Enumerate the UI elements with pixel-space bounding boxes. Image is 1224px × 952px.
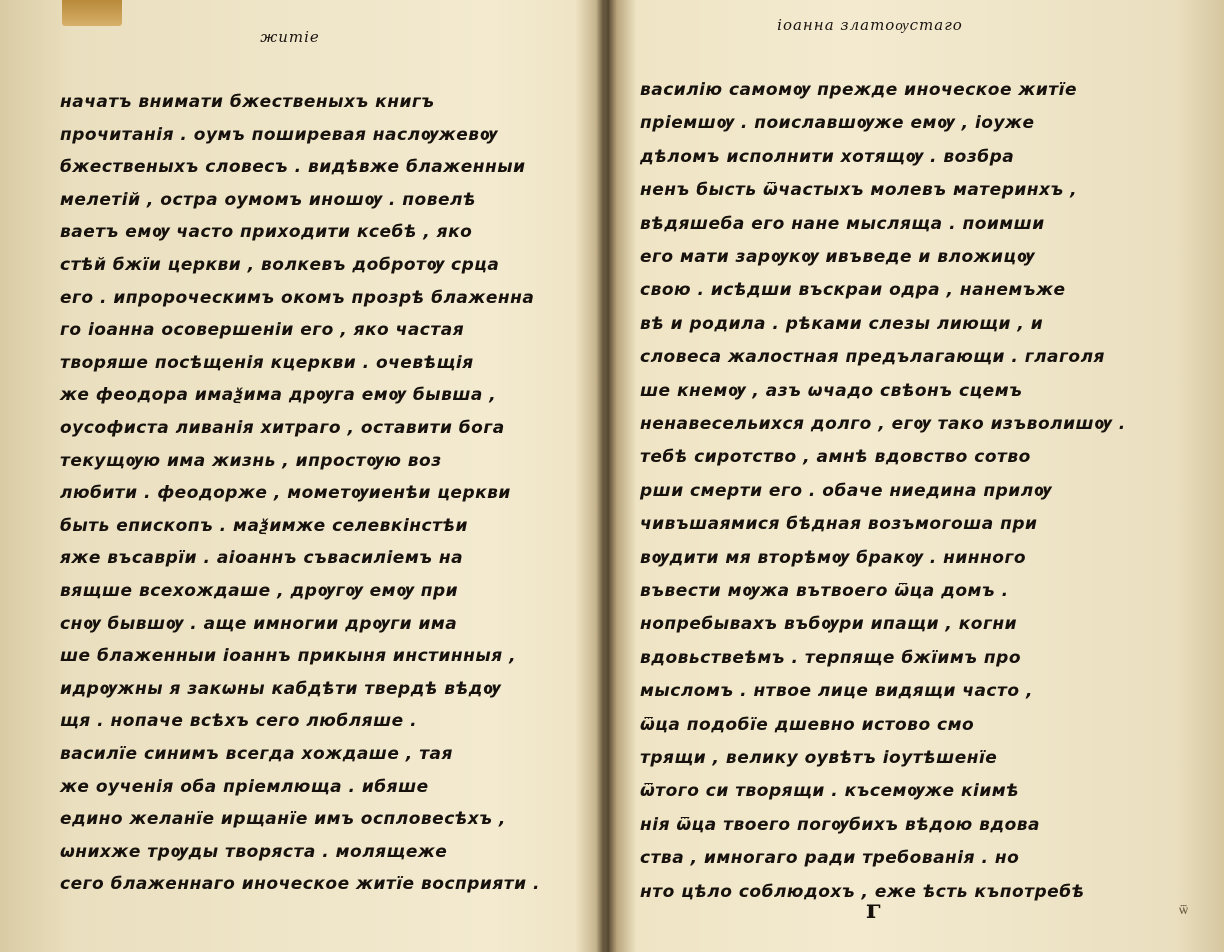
text-line: рши смерти его . обаче ниедина прилѹ bbox=[640, 480, 1052, 501]
left-running-head: житіе bbox=[260, 28, 320, 46]
text-line: оусофиста ливанія хитраго , оставити бога bbox=[60, 418, 505, 438]
text-line: въвести мѹжа вътвоего ѿца домъ . bbox=[640, 581, 1009, 601]
text-line: ѡнихже трѹды творяста . молящеже bbox=[60, 841, 448, 862]
text-line: трящи , велику оувѣтъ іоутѣшенїе bbox=[640, 748, 998, 768]
text-line: его . ипророческимъ окомъ прозрѣ блаженна bbox=[60, 287, 535, 308]
text-line: тебѣ сиротство , амнѣ вдовство сотво bbox=[640, 447, 1031, 468]
text-line: нопребывахъ въбѹри ипащи , когни bbox=[640, 614, 1018, 635]
right-page bbox=[640, 0, 1160, 952]
text-line: вящше всехождаше , дрѹгѹ емѹ при bbox=[60, 581, 459, 601]
text-line: нія ѿца твоего погѹбихъ вѣдою вдова bbox=[640, 814, 1040, 835]
text-line: начатъ внимати бжественыхъ книгъ bbox=[60, 92, 435, 112]
text-line: чивъшаямися бѣдная возъмогоша при bbox=[640, 514, 1038, 535]
text-line: ше блаженныи іоаннъ прикыня инстинныя , bbox=[60, 646, 517, 667]
text-line: ства , имногаго ради требованія . но bbox=[640, 848, 1020, 869]
text-line: его мати зарѹкѹ ивъведе и вложицѹ bbox=[640, 247, 1035, 267]
text-line: быть епископъ . маѯимже селевкінстѣи bbox=[60, 515, 468, 536]
text-line: снѹ бывшѹ . аще имногии дрѹги има bbox=[60, 613, 458, 634]
text-line: текущѹю има жизнь , ипростѹю воз bbox=[60, 450, 442, 471]
text-line: ваетъ емѹ часто приходити ксебѣ , яко bbox=[60, 222, 473, 243]
text-line: ненавесельихся долго , егѹ тако изъволишѹ . bbox=[640, 414, 1126, 434]
text-line: вдовьствеѣмъ . терпяще бжїимъ про bbox=[640, 647, 1022, 668]
text-line: ненъ бысть ѿчастыхъ молевъ материнхъ , bbox=[640, 180, 1078, 201]
text-line: яже въсаврїи . аіоаннъ съвасиліемъ на bbox=[60, 548, 464, 569]
text-line: ѿца подобїе дшевно истово смо bbox=[640, 714, 975, 735]
text-line: дѣломъ исполнити хотящѹ . возбра bbox=[640, 146, 1015, 167]
text-line: пріемшѹ . поиславшѹже емѹ , іоуже bbox=[640, 113, 1035, 134]
text-line: любити . феодорже , мометѹиенѣи церкви bbox=[60, 483, 511, 504]
corner-mark: ѿ bbox=[1179, 902, 1188, 918]
text-line: же феодора имаѯима дрѹга емѹ бывша , bbox=[60, 385, 497, 406]
text-line: го іоанна осовершеніи его , яко частая bbox=[60, 320, 465, 341]
text-line: василїе синимъ всегда хождаше , тая bbox=[60, 744, 453, 764]
text-line: стѣй бжїи церкви , волкевъ добротѹ срца bbox=[60, 255, 500, 275]
text-line: нто цѣло соблюдохъ , еже ѣсть къпотребѣ bbox=[640, 881, 1085, 902]
text-line: бжественыхъ словесъ . видѣвже блаженныи bbox=[60, 157, 526, 178]
text-line: едино желанїе ирщанїе имъ оспловесѣхъ , bbox=[60, 809, 506, 830]
text-line: сего блаженнаго иноческое житїе восприяти . bbox=[60, 874, 540, 895]
text-line: словеса жалостная предълагающи . глаголя bbox=[640, 347, 1105, 368]
text-line: прочитанія . оумъ поширевая наслѹжевѹ bbox=[60, 124, 498, 145]
right-running-head: іоанна златоѹстаго bbox=[777, 16, 963, 34]
text-line: творяше посѣщенія кцеркви . очевѣщія bbox=[60, 352, 474, 373]
text-line: вѣдяшеба его нане мысляща . поимши bbox=[640, 213, 1045, 234]
text-line: василію самомѹ прежде иноческое житїе bbox=[640, 80, 1077, 100]
text-line: ше кнемѹ , азъ ѡчадо свѣонъ сцемъ bbox=[640, 380, 1023, 401]
text-line: свою . исѣдши въскраи одра , нанемъже bbox=[640, 280, 1066, 301]
text-line: идрѹжны я закѡны кабдѣти твердѣ вѣдѹ bbox=[60, 678, 502, 699]
page-folio: г bbox=[866, 895, 882, 925]
text-line: вѣ и родила . рѣками слезы лиющи , и bbox=[640, 313, 1044, 334]
text-line: мелетій , остра оумомъ иношѹ . повелѣ bbox=[60, 189, 476, 210]
text-line: щя . нопаче всѣхъ сего любляше . bbox=[60, 711, 418, 732]
text-line: ѿтого си творящи . късемѹже кіимѣ bbox=[640, 781, 1020, 802]
left-page bbox=[60, 0, 580, 952]
text-line: мысломъ . нтвое лице видящи часто , bbox=[640, 681, 1033, 702]
book-spine bbox=[596, 0, 610, 952]
text-line: вѹдити мя вторѣмѹ бракѹ . нинного bbox=[640, 547, 1027, 568]
text-line: же оученія оба пріемлюща . ибяше bbox=[60, 776, 429, 797]
